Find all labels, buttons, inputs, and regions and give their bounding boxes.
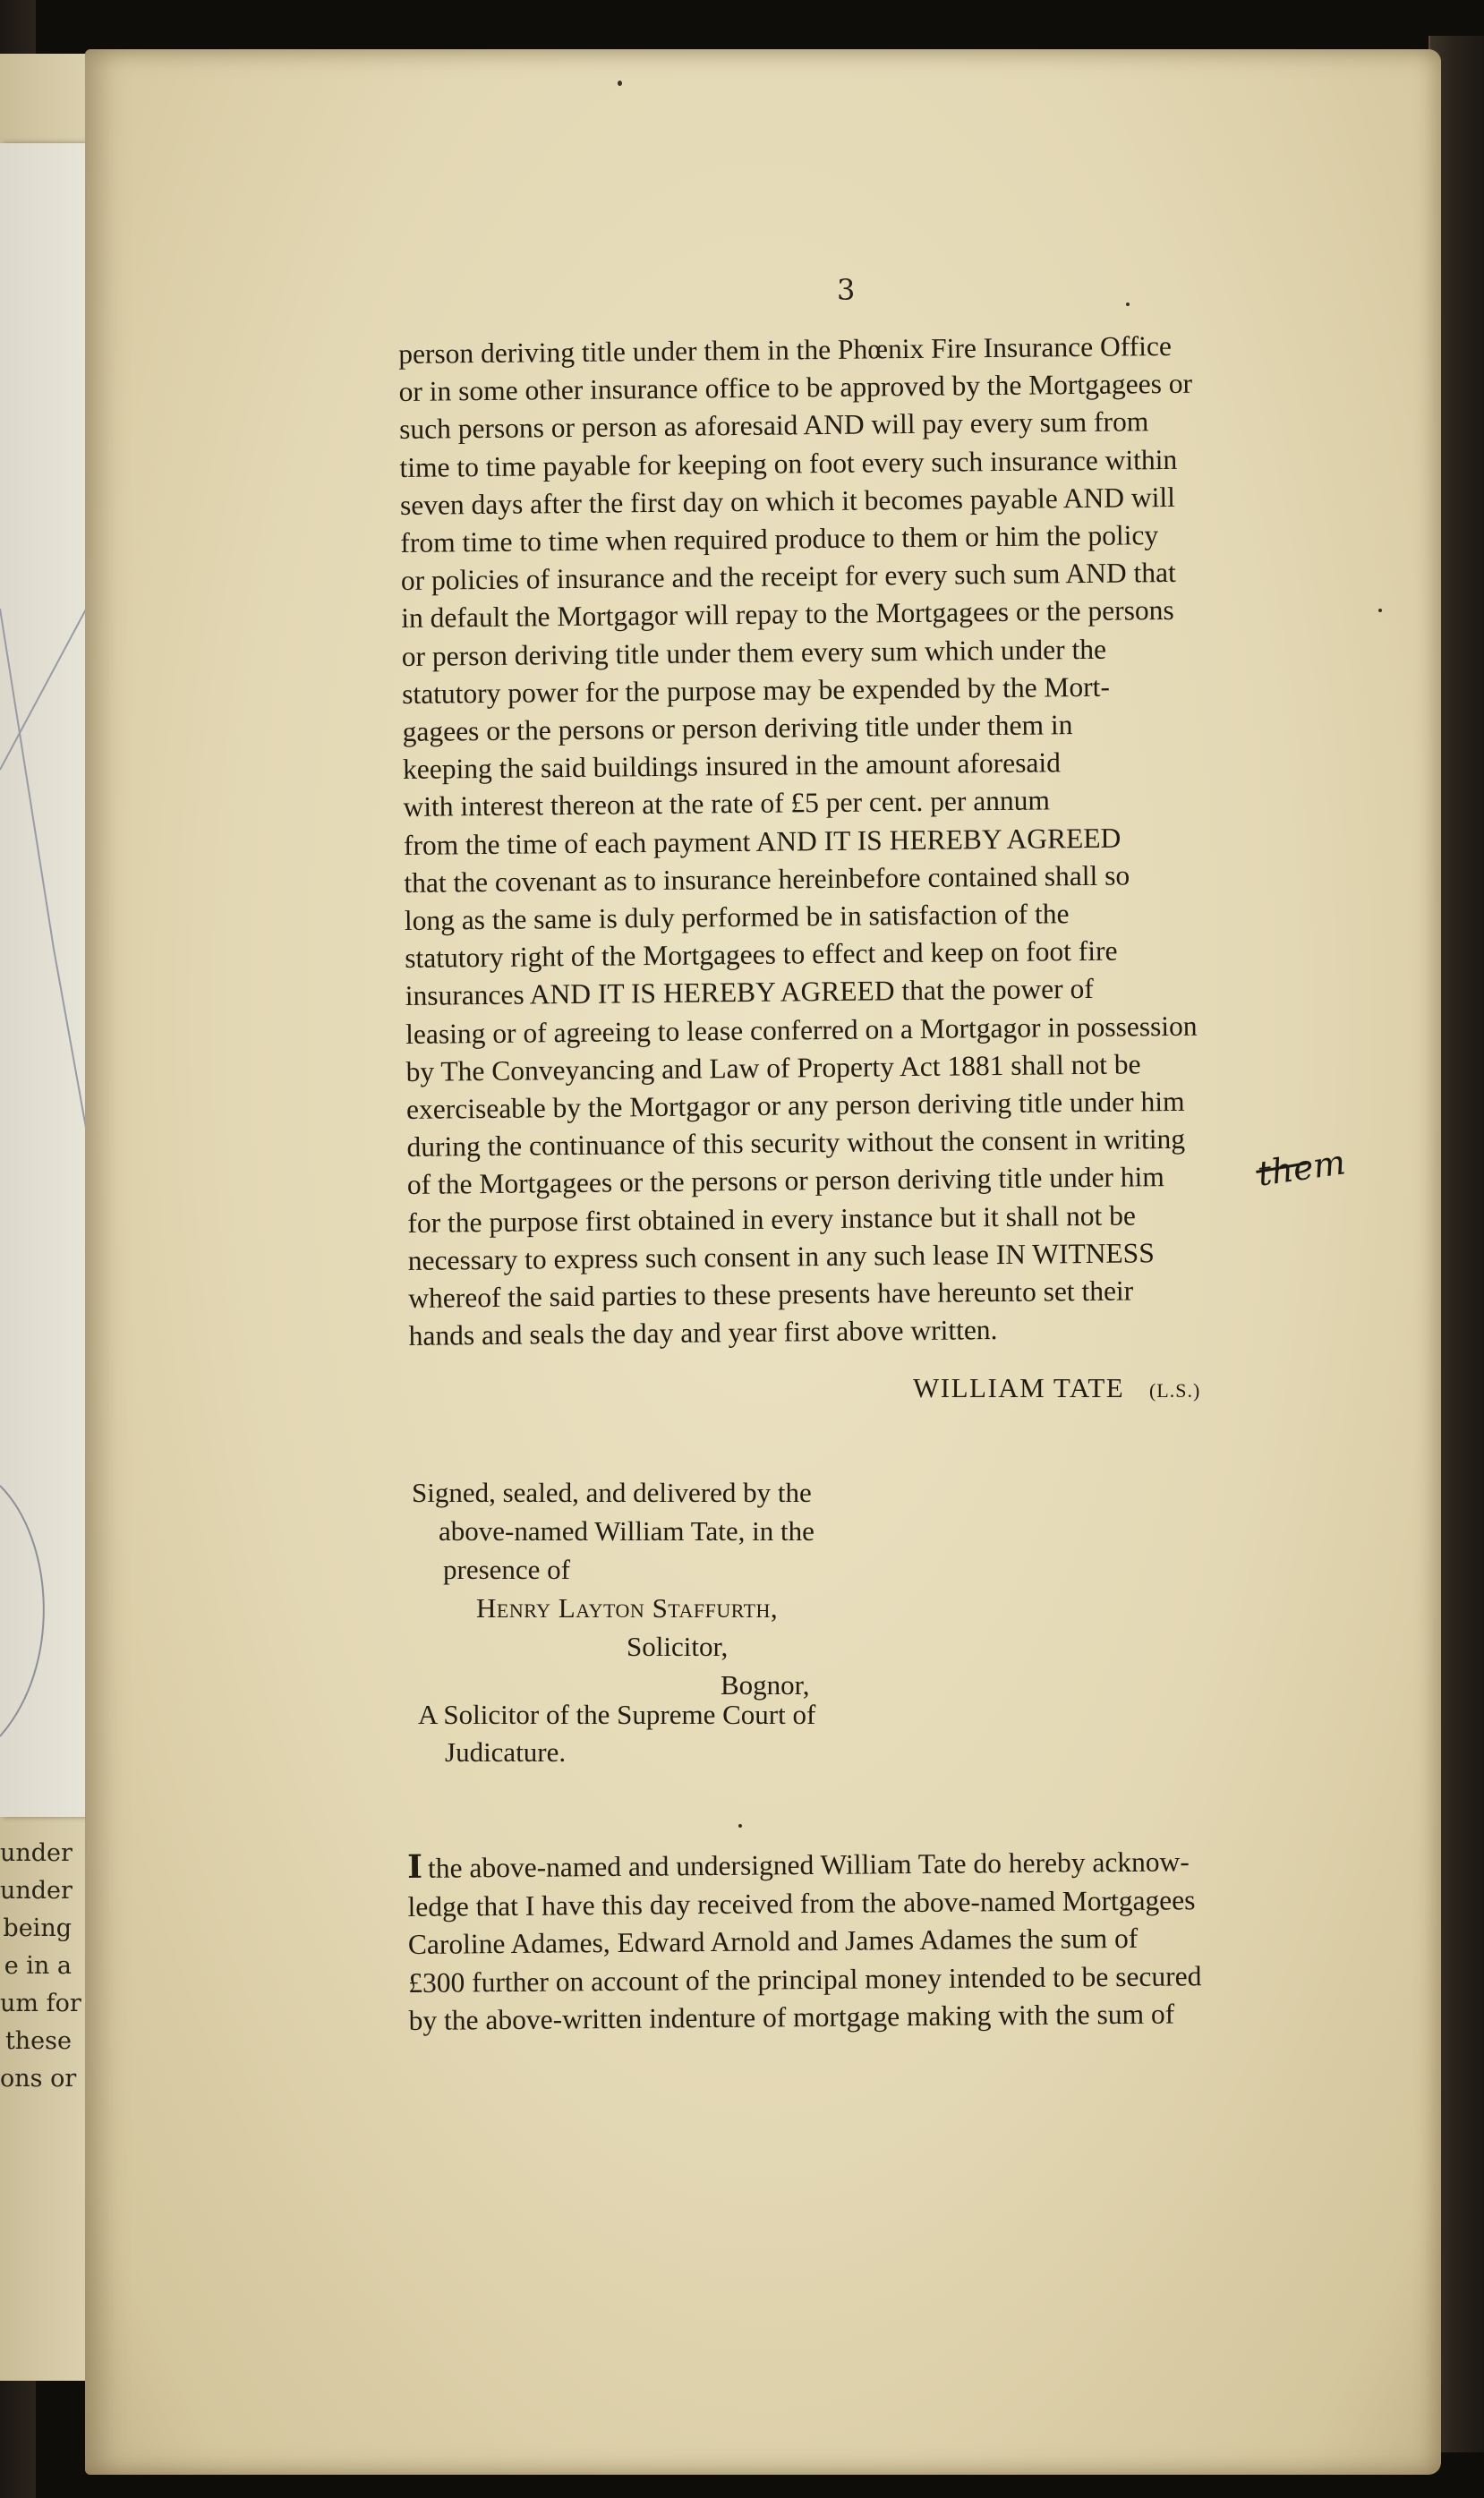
facing-line: under	[0, 1839, 72, 1867]
signature-line	[913, 1372, 1200, 1404]
receipt-acknowledgement	[407, 1840, 1313, 2040]
body-line: in default the Mortgagor will repay to the Mortgagees or the persons	[401, 594, 1174, 635]
facing-line: these	[4, 2027, 72, 2055]
page-number: 3	[837, 273, 856, 307]
attestation-line-1: Signed, sealed, and delivered by the	[412, 1477, 812, 1508]
paper-speck	[738, 1824, 742, 1828]
body-line: gagees or the persons or person deriving title under them in	[402, 709, 1073, 748]
body-line: that the covenant as to insurance hereinbefore contained shall so	[404, 859, 1130, 899]
signatory-name: WILLIAM TATE	[913, 1372, 1125, 1403]
facing-line: ons or	[0, 2065, 77, 2093]
ack-line: £300 further on account of the principal money intended to be secured	[408, 1959, 1202, 1999]
body-line: whereof the said parties to these presents have hereunto set their	[408, 1275, 1134, 1315]
witness-title: Solicitor,	[627, 1631, 729, 1662]
body-line: statutory right of the Mortgagees to effect and keep on foot fire	[405, 934, 1118, 975]
body-line: necessary to express such consent in any such lease IN WITNESS	[407, 1237, 1155, 1276]
ack-line: by the above-written indenture of mortgage making with the sum of	[408, 1998, 1175, 2036]
body-line: such persons or person as aforesaid AND will pay every sum from	[398, 405, 1149, 446]
ack-line: I the above-named and undersigned William Tate do hereby acknow-	[407, 1846, 1190, 1886]
body-line: leasing or of agreeing to lease conferred on a Mortgagor in possession	[405, 1010, 1198, 1050]
body-line: by The Conveyancing and Law of Property Act 1881 shall not be	[405, 1048, 1141, 1087]
body-line: from time to time when required produce to them or him the policy	[400, 519, 1159, 559]
witness-name: Henry Layton Staffurth,	[476, 1592, 779, 1624]
facing-line: being	[3, 1914, 72, 1942]
body-line: person deriving title under them in the Phœnix Fire Insurance Office	[398, 329, 1173, 370]
facing-page-text	[0, 1835, 81, 2098]
facing-line: e in a	[4, 1952, 72, 1980]
body-line: or in some other insurance office to be approved by the Mortgagees or	[398, 367, 1193, 408]
witness-place: Bognor,	[721, 1669, 810, 1701]
body-line: with interest thereon at the rate of £5 per cent. per annum	[403, 784, 1051, 823]
body-line: time to time payable for keeping on foot every such insurance within	[399, 443, 1178, 483]
paper-speck	[1378, 609, 1382, 612]
drop-capital: I	[407, 1847, 423, 1886]
handwritten-correction: them	[1255, 1142, 1348, 1194]
body-line: during the continuance of this security without the consent in writing	[406, 1123, 1186, 1164]
witness-description-1: A Solicitor of the Supreme Court of	[418, 1699, 816, 1730]
paper-speck	[618, 81, 622, 86]
seal-mark: (L.S.)	[1148, 1379, 1201, 1402]
body-line: for the purpose first obtained in every instance but it shall not be	[407, 1199, 1137, 1239]
facing-line: under	[0, 1877, 72, 1905]
body-line: exerciseable by the Mortgagor or any person deriving title under him	[405, 1085, 1185, 1126]
body-line: hands and seals the day and year first above written.	[408, 1314, 998, 1352]
body-line: seven days after the first day on which it becomes payable AND will	[399, 481, 1176, 521]
attestation-line-3: presence of	[443, 1554, 570, 1585]
body-line: statutory power for the purpose may be expended by the Mort-	[402, 670, 1111, 710]
body-line: from the time of each payment AND IT IS HEREBY AGREED	[403, 822, 1122, 861]
attestation-line-2: above-named William Tate, in the	[439, 1515, 814, 1547]
body-line: or person deriving title under them every sum which under the	[401, 633, 1107, 672]
facing-line: um for	[0, 1990, 81, 2017]
body-line: of the Mortgagees or the persons or person deriving title under him	[406, 1161, 1164, 1201]
paper-speck	[1126, 303, 1130, 306]
witness-description-2: Judicature.	[445, 1736, 567, 1768]
ack-line: Caroline Adames, Edward Arnold and James Adames the sum of	[407, 1922, 1139, 1960]
body-line: keeping the said buildings insured in the amount aforesaid	[402, 746, 1062, 786]
body-line: insurances AND IT IS HEREBY AGREED that the power of	[405, 973, 1094, 1012]
ack-line: ledge that I have this day received from the above-named Mortgagees	[407, 1883, 1196, 1923]
deed-body	[398, 326, 1322, 1355]
body-line: long as the same is duly performed be in satisfaction of the	[404, 898, 1070, 937]
body-line: or policies of insurance and the receipt for every such sum AND that	[400, 557, 1176, 597]
